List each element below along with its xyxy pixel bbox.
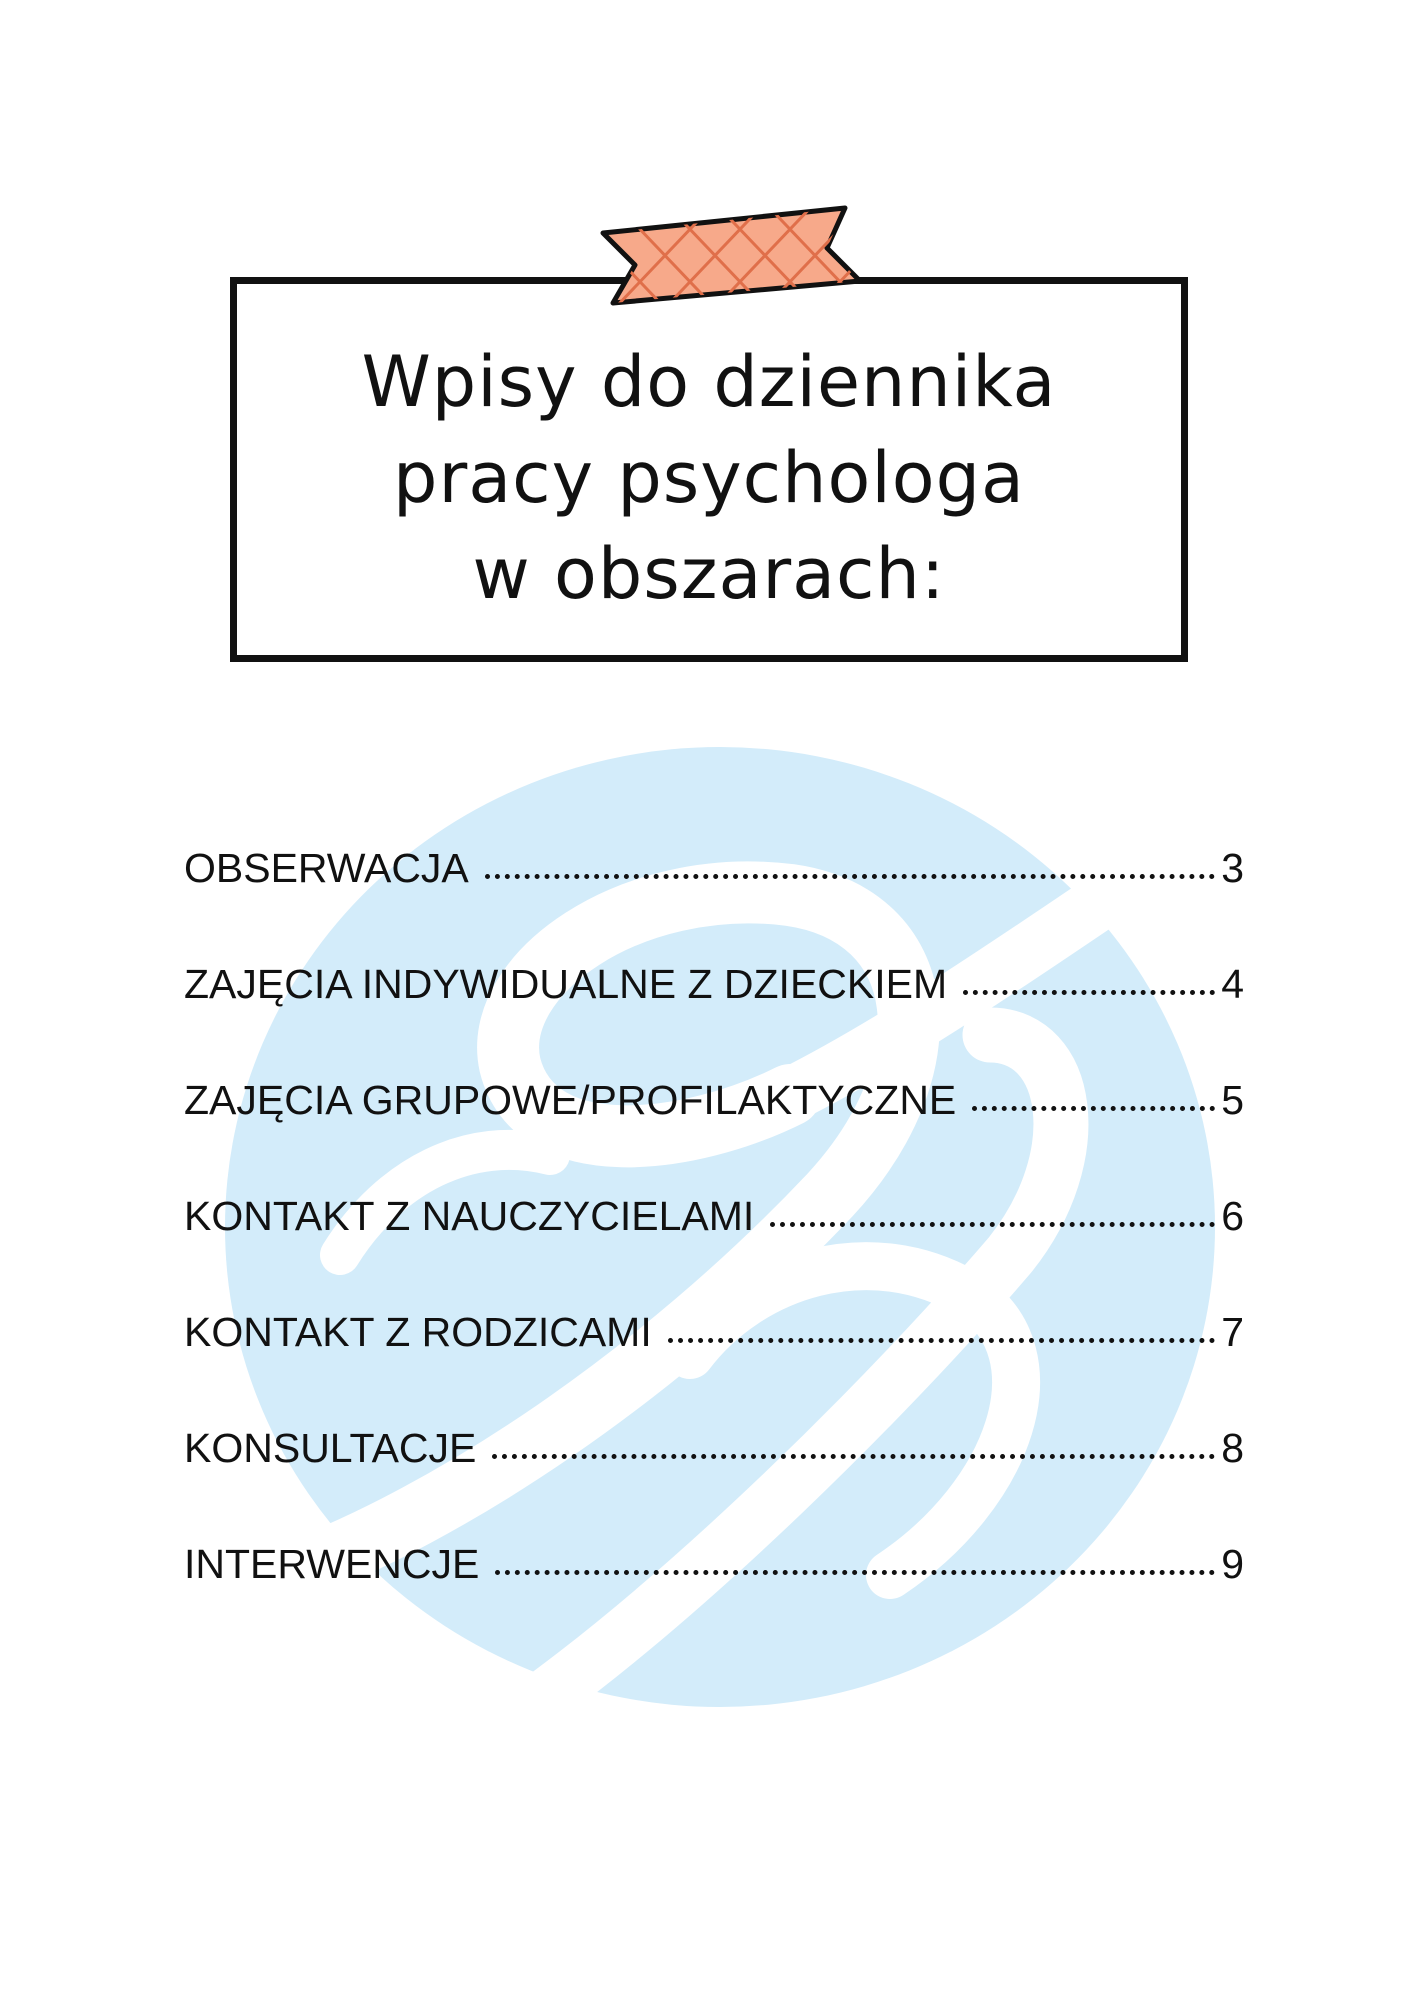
toc-item[interactable] [184, 1193, 1244, 1309]
toc-item-label: KONSULTACJE [184, 1425, 477, 1471]
toc-dot-leader [495, 1570, 1215, 1575]
toc-item[interactable] [184, 1541, 1244, 1657]
toc-item-page: 5 [1221, 1077, 1244, 1123]
page-title [237, 334, 1181, 622]
table-of-contents [184, 845, 1244, 1657]
toc-item-page: 6 [1221, 1193, 1244, 1239]
toc-dot-leader [668, 1338, 1215, 1343]
toc-dot-leader [485, 874, 1215, 879]
toc-item-page: 3 [1221, 845, 1244, 891]
toc-item-page: 9 [1221, 1541, 1244, 1587]
toc-item-page: 7 [1221, 1309, 1244, 1355]
toc-item-label: KONTAKT Z RODZICAMI [184, 1309, 652, 1355]
toc-item-label: ZAJĘCIA GRUPOWE/PROFILAKTYCZNE [184, 1077, 957, 1123]
toc-item-page: 4 [1221, 961, 1244, 1007]
toc-item[interactable] [184, 845, 1244, 961]
toc-dot-leader [972, 1106, 1215, 1111]
title-line-2: pracy psychologa [393, 437, 1025, 519]
toc-item-page: 8 [1221, 1425, 1244, 1471]
toc-item-label: OBSERWACJA [184, 845, 469, 891]
title-line-1: Wpisy do dziennika [361, 341, 1057, 423]
washi-tape-icon [595, 203, 865, 308]
toc-item-label: ZAJĘCIA INDYWIDUALNE Z DZIECKIEM [184, 961, 948, 1007]
toc-item[interactable] [184, 1077, 1244, 1193]
toc-item[interactable] [184, 1425, 1244, 1541]
toc-dot-leader [492, 1454, 1215, 1459]
toc-item[interactable] [184, 961, 1244, 1077]
toc-item-label: KONTAKT Z NAUCZYCIELAMI [184, 1193, 755, 1239]
title-box [230, 277, 1188, 662]
toc-dot-leader [770, 1222, 1215, 1227]
toc-item-label: INTERWENCJE [184, 1541, 480, 1587]
toc-item[interactable] [184, 1309, 1244, 1425]
title-line-3: w obszarach: [472, 533, 946, 615]
toc-dot-leader [963, 990, 1215, 995]
